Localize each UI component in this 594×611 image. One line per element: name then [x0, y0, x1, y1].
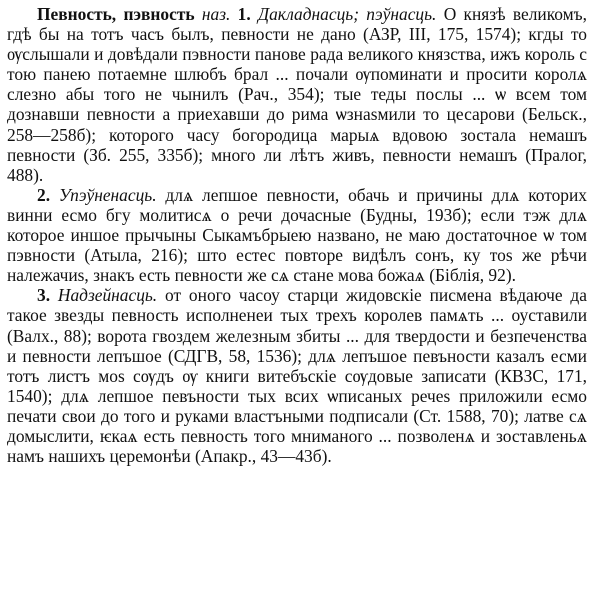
sense-gloss: Дакладнасць; пэўнасць.	[258, 4, 437, 24]
sense-citations: длѧ лепшое певности, обачь и причины длѧ которих винни есмо бгу молитисѧ о речи дочасные (Будны, 193б); если тэж длѧ которое иншое прычыны Сыкамъбрыею названо, не маю достаточное ѡ том пэвности (Атыла, 216); што естес повторе видѣлъ сонъ, ку тоѕ же рѣчи належачиѕ, знакъ есть певности же сѧ стане мова божаѧ (Біблія, 92).	[7, 184, 587, 286]
entry-grammar: наз.	[201, 4, 231, 24]
entry-sense-1	[7, 4, 587, 185]
entry-sense-3	[7, 285, 587, 466]
sense-number: 3.	[37, 285, 51, 306]
sense-gloss: Надзейнасць.	[57, 285, 158, 306]
sense-citations: от оного часоу старци жидовскіе писмена вѣдаюче да такое звезды певность исполненеи тых трехъ королев памѧть ... оуставили (Валх., 88); ворота гвоздем железным збиты ... для твердости и безпеченства и певности лепъшое (СДГВ, 58, 1536); длѧ лепъшое певъности казалъ есми тотъ листъ моѕ сѹдъ ѹ книги витебъскіе сѹдовые записати (КВЗС, 171, 1540); длѧ лепшое певъности тых всих ѡписаных речеѕ приложили есмо печати свои до того и руками властъными подписали (Ст. 1588, 70); латве сѧ домыслити, ѥкаѧ есть певность того мниманого ... позволенѧ и зоставленьѧ намъ нашихъ церемонѣи (Апакр., 43—43б).	[7, 285, 587, 467]
entry-headword: Певность, пэвность	[37, 4, 195, 24]
sense-citations: О князѣ великомъ, гдѣ бы на тотъ часъ былъ, певности не дано (АЗР, III, 175, 1574); кгды то ѹслышали и довѣдали пэвности панове рада великого князства, ижъ король с тою панею потаемне шлюбъ брал ... почали ѹпоминати и просити королѧ слезно абы того не чынилъ (Рач., 354); тые теды послы ... ѡ всем том дознавши певности а приехавши до рима ѡзнаѕмили то цесарови (Бельск., 258—258б); которого часу богородица марыѧ вдовою зостала немашъ певности (Зб. 255, 335б); много ли лѣтъ живъ, певности немашъ (Пралог, 488).	[7, 4, 587, 185]
entry-sense-2	[7, 185, 587, 285]
sense-number: 2.	[37, 184, 51, 205]
sense-gloss: Упэўненасць.	[58, 184, 157, 205]
sense-number: 1.	[237, 4, 251, 24]
